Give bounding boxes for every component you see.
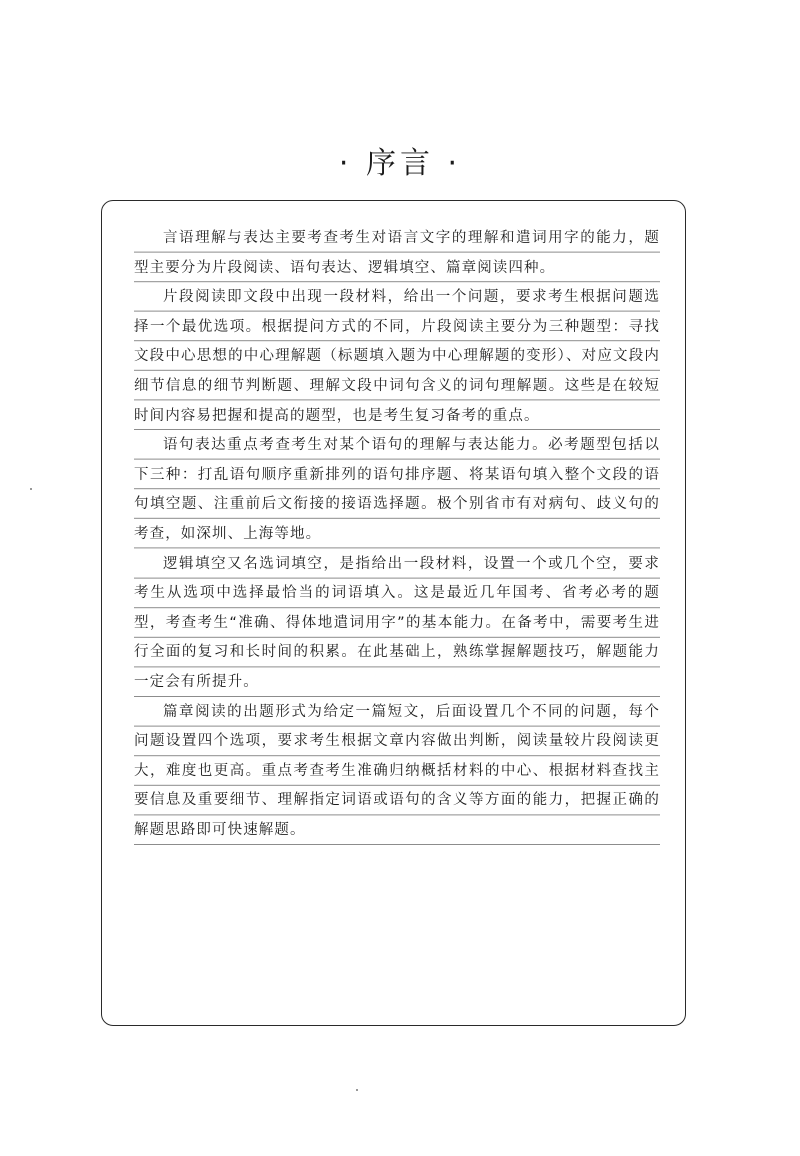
paragraph: 逻辑填空又名选词填空，是指给出一段材料，设置一个或几个空，要求考生从选项中选择最恰当的词语填入。这是最近几年国考、省考必考的题型，考查考生“准确、得体地遣词用字”的基本能力。在备考中，需要考生进行全面的复习和长时间的积累。在此基础上，熟练掌握解题技巧，解题能力一定会有所提升。 — [134, 550, 660, 698]
paragraph: 语句表达重点考查考生对某个语句的理解与表达能力。必考题型包括以下三种：打乱语句顺序重新排列的语句排序题、将某语句填入整个文段的语句填空题、注重前后文衔接的接语选择题。极个别省市有对病句、歧义句的考查，如深圳、上海等地。 — [134, 431, 660, 549]
preface-body — [134, 224, 660, 845]
scan-speck — [30, 488, 32, 490]
paragraph: 篇章阅读的出题形式为给定一篇短文，后面设置几个不同的问题，每个问题设置四个选项，要求考生根据文章内容做出判断，阅读量较片段阅读更大，难度也更高。重点考查考生准确归纳概括材料的中心、根据材料查找主要信息及重要细节、理解指定词语或语句的含义等方面的能力，把握正确的解题思路即可快速解题。 — [134, 698, 660, 846]
scan-speck — [356, 1089, 358, 1091]
paragraph: 片段阅读即文段中出现一段材料，给出一个问题，要求考生根据问题选择一个最优选项。根据提问方式的不同，片段阅读主要分为三种题型：寻找文段中心思想的中心理解题（标题填入题为中心理解题的变形）、对应文段内细节信息的细节判断题、理解文段中词句含义的词句理解题。这些是在较短时间内容易把握和提高的题型，也是考生复习备考的重点。 — [134, 283, 660, 431]
page-title: · 序言 · — [338, 146, 462, 181]
paragraph: 言语理解与表达主要考查考生对语言文字的理解和遣词用字的能力，题型主要分为片段阅读、语句表达、逻辑填空、篇章阅读四种。 — [134, 224, 660, 283]
